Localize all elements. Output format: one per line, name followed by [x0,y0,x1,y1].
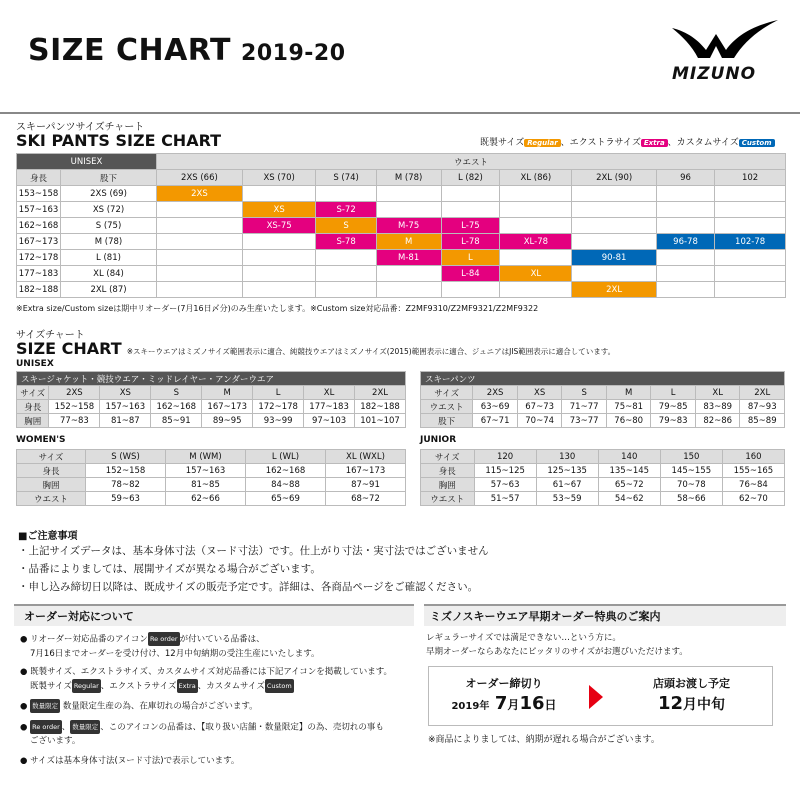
empty-cell [157,266,243,282]
early-order-box [428,666,773,726]
column-header: 150 [660,450,722,464]
early-order-section [424,604,786,794]
column-header: 2XS [473,386,518,400]
column-header: 2XL [740,386,785,400]
notes-list [18,542,489,596]
column-header: M [202,386,253,400]
table-cell: 75~81 [606,400,651,414]
size-cell: L [441,250,500,266]
table-cell: 182~188 [355,400,406,414]
regular-icon: Regular [524,139,560,147]
jacket-title: スキージャケット・競技ウエア・ミッドレイヤー・アンダーウエア [17,372,406,386]
table-row [17,266,786,282]
empty-cell [242,250,316,266]
empty-cell [656,202,714,218]
ski-pants-table [16,153,786,298]
empty-cell [500,282,572,298]
column-header: XS [100,386,151,400]
table-cell: 79~83 [651,414,696,428]
womens-table [16,449,406,506]
table-cell: 157~163 [100,400,151,414]
early-order-title: ミズノスキーウエア早期オーダー特典のご案内 [424,606,786,626]
size-cell: S-78 [316,234,376,250]
table-cell: 152~158 [86,464,166,478]
table-cell: 76~84 [722,478,784,492]
ship-label: 店頭お渡し予定 [653,677,730,690]
waist-col-header: XL (86) [500,170,572,186]
table-cell: 85~89 [740,414,785,428]
table-row [17,282,786,298]
table-cell: 172~178 [253,400,304,414]
table-row [17,400,406,414]
table-cell: 62~70 [722,492,784,506]
table-cell: 97~103 [304,414,355,428]
table-row [421,492,785,506]
empty-cell [316,266,376,282]
notes-title: ■ご注意事項 [18,531,78,542]
table-cell: ウエスト [421,400,473,414]
inseam-header: 股下 [61,170,157,186]
height-cell: 182~188 [17,282,61,298]
table-cell: 身長 [421,464,475,478]
empty-cell [572,234,656,250]
empty-cell [572,218,656,234]
table-cell: 71~77 [562,400,607,414]
inseam-cell: M (78) [61,234,157,250]
order-bullet-reorder: ● リオーダー対応品番のアイコン Re order が付いている品番は、 [20,632,408,647]
empty-cell [572,266,656,282]
empty-cell [500,202,572,218]
table-cell: 57~63 [474,478,536,492]
note-line: ・品番によりましては、展開サイズが異なる場合がございます。 [18,563,321,575]
height-cell: 167~173 [17,234,61,250]
table-cell: 73~77 [562,414,607,428]
early-line-1: レギュラーサイズでは満足できない…という方に。 [426,633,621,643]
height-cell: 172~178 [17,250,61,266]
table-cell: ウエスト [17,492,86,506]
inseam-cell: XL (84) [61,266,157,282]
height-header: 身長 [17,170,61,186]
empty-cell [376,282,441,298]
custom-icon: Custom [265,679,294,693]
ski-pants-title: SKI PANTS SIZE CHART [16,131,222,150]
limited-icon: 数量限定 [70,720,100,734]
empty-cell [656,250,714,266]
table-cell: 135~145 [598,464,660,478]
column-header: S [151,386,202,400]
empty-cell [656,218,714,234]
table-cell: 59~63 [86,492,166,506]
empty-cell [500,218,572,234]
deadline-label: オーダー締切り [465,677,543,690]
table-cell: 157~163 [166,464,246,478]
empty-cell [500,250,572,266]
table-cell: 胸囲 [421,478,475,492]
size-cell: 90-81 [572,250,656,266]
table-cell: 54~62 [598,492,660,506]
column-header: L (WL) [245,450,325,464]
empty-cell [316,250,376,266]
order-title: オーダー対応について [14,606,414,626]
table-cell: 63~69 [473,400,518,414]
table-cell: 87~91 [325,478,405,492]
table-row [17,234,786,250]
arrow-right-icon [589,685,603,709]
jacket-table [16,371,406,428]
pants-title: スキーパンツ [421,372,785,386]
junior-table [420,449,785,506]
empty-cell [715,202,786,218]
table-cell: 65~72 [598,478,660,492]
ski-pants-footnote: ※Extra size/Custom sizeは期中リオーダー(7月16日〆分)のみ生産いたします。※Custom size対応品番：Z2MF9310/Z2MF9321/Z2MF9322 [16,304,539,313]
empty-cell [441,202,500,218]
column-header: S (WS) [86,450,166,464]
table-cell: 82~86 [695,414,740,428]
table-header-row [421,450,785,464]
table-cell: 83~89 [695,400,740,414]
reorder-icon: Re order [30,720,62,734]
table-row [17,464,406,478]
table-cell: 81~87 [100,414,151,428]
empty-cell [656,266,714,282]
table-row [421,414,785,428]
table-cell: 115~125 [474,464,536,478]
table-cell: 93~99 [253,414,304,428]
unisex-label: UNISEX [16,359,54,369]
height-cell: 157~163 [17,202,61,218]
column-header: 2XS [49,386,100,400]
table-cell: 67~71 [473,414,518,428]
table-cell: 51~57 [474,492,536,506]
empty-cell [441,186,500,202]
waist-col-header: L (82) [441,170,500,186]
size-cell: 2XS [157,186,243,202]
womens-label: WOMEN'S [16,435,66,445]
waist-col-header: 2XL (90) [572,170,656,186]
note-line: ・申し込み締切日以降は、既成サイズの販売予定です。詳細は、各商品ページをご確認ください。 [18,581,479,593]
inseam-cell: XS (72) [61,202,157,218]
column-header: M [606,386,651,400]
empty-cell [157,218,243,234]
table-cell: 股下 [421,414,473,428]
table-row [17,202,786,218]
empty-cell [715,282,786,298]
column-header: M (WM) [166,450,246,464]
table-cell: 70~78 [660,478,722,492]
table-cell: 152~158 [49,400,100,414]
mizuno-logo: MIZUNO [668,18,780,88]
table-row [17,250,786,266]
table-cell: 胸囲 [17,478,86,492]
empty-cell [376,266,441,282]
size-cell: XS [242,202,316,218]
empty-cell [157,202,243,218]
order-bullet-reorder-detail: 7月16日までオーダーを受け付け、12月中旬納期の受注生産にいたします。 [30,648,320,659]
waist-col-header: XS (70) [242,170,316,186]
column-header: L [253,386,304,400]
table-cell: 101~107 [355,414,406,428]
table-cell: 89~95 [202,414,253,428]
extra-icon: Extra [641,139,668,147]
order-section [14,604,414,794]
column-header: サイズ [17,450,86,464]
empty-cell [376,202,441,218]
empty-cell [242,282,316,298]
size-cell: L-75 [441,218,500,234]
table-cell: 身長 [17,464,86,478]
table-row [17,218,786,234]
limited-icon: 数量限定 [30,699,60,713]
column-header: 140 [598,450,660,464]
table-row [17,478,406,492]
waist-col-header: M (78) [376,170,441,186]
deadline-date: 2019年 7月16日 [451,693,557,714]
ski-pants-jp-title: スキーパンツサイズチャート [16,122,145,133]
reorder-icon: Re order [148,632,180,646]
table-cell: 70~74 [517,414,562,428]
column-header: XS [517,386,562,400]
table-cell: 145~155 [660,464,722,478]
column-header: 130 [536,450,598,464]
waist-header: ウエスト [157,154,786,170]
empty-cell [157,234,243,250]
table-cell: 87~93 [740,400,785,414]
size-cell: XL-78 [500,234,572,250]
table-cell: 167~173 [202,400,253,414]
column-header: S [562,386,607,400]
table-cell: 81~85 [166,478,246,492]
table-cell: 67~73 [517,400,562,414]
size-legend: 既製サイズ Regular 、エクストラサイズ Extra 、カスタムサイズ Custom [480,135,775,148]
table-cell: 125~135 [536,464,598,478]
table-row [421,464,785,478]
size-chart-note: ※スキーウエアはミズノサイズ範囲表示に適合、純競技ウエアはミズノサイズ(2015)範囲表示に適合、ジュニアはJIS範囲表示に適合しています。 [126,347,616,356]
inseam-cell: L (81) [61,250,157,266]
custom-icon: Custom [739,139,775,147]
table-cell: 85~91 [151,414,202,428]
table-cell: 53~59 [536,492,598,506]
size-cell: L-84 [441,266,500,282]
empty-cell [572,186,656,202]
empty-cell [500,186,572,202]
column-header: サイズ [421,386,473,400]
season-year: 2019-20 [241,41,346,66]
waist-col-header: 102 [715,170,786,186]
size-cell: XL [500,266,572,282]
height-cell: 177~183 [17,266,61,282]
height-cell: 162~168 [17,218,61,234]
table-cell: 162~168 [151,400,202,414]
empty-cell [242,234,316,250]
size-cell: M-75 [376,218,441,234]
size-cell: S-72 [316,202,376,218]
column-header: 160 [722,450,784,464]
table-cell: 62~66 [166,492,246,506]
size-cell: 102-78 [715,234,786,250]
table-cell: 78~82 [86,478,166,492]
empty-cell [715,250,786,266]
size-cell: 2XL [572,282,656,298]
height-cell: 153~158 [17,186,61,202]
size-cell: XS-75 [242,218,316,234]
empty-cell [656,282,714,298]
table-cell: 58~66 [660,492,722,506]
empty-cell [376,186,441,202]
unisex-corner: UNISEX [17,154,157,170]
table-cell: 162~168 [245,464,325,478]
size-chart-jp-title: サイズチャート [16,330,85,341]
table-cell: 155~165 [722,464,784,478]
empty-cell [715,266,786,282]
table-header-row [17,450,406,464]
table-cell: 167~173 [325,464,405,478]
size-cell: L-78 [441,234,500,250]
order-bullet-icons: ● 既製サイズ、エクストラサイズ、カスタムサイズ対応品番には下記アイコンを掲載しています。 [20,666,393,677]
empty-cell [316,186,376,202]
table-cell: 65~69 [245,492,325,506]
column-header: XL (WXL) [325,450,405,464]
empty-cell [572,202,656,218]
table-cell: 76~80 [606,414,651,428]
pants-table [420,371,785,428]
size-cell: 96-78 [656,234,714,250]
inseam-cell: S (75) [61,218,157,234]
empty-cell [157,250,243,266]
empty-cell [316,282,376,298]
order-bullet-store-limited: ● Re order 、 数量限定 、このアイコンの品番は、【取り扱い店舗・数量限定】の為、売切れの事も [20,720,408,735]
table-row [421,400,785,414]
waist-col-header: 96 [656,170,714,186]
table-cell: 61~67 [536,478,598,492]
size-cell: S [316,218,376,234]
column-header: XL [304,386,355,400]
table-cell: 79~85 [651,400,696,414]
table-cell: 身長 [17,400,49,414]
table-row [17,414,406,428]
table-cell: 177~183 [304,400,355,414]
table-cell: 84~88 [245,478,325,492]
column-header: 120 [474,450,536,464]
table-header-row [421,386,785,400]
size-cell: M [376,234,441,250]
empty-cell [656,186,714,202]
waist-col-header: S (74) [316,170,376,186]
ship-date: 12月中旬 [657,693,726,714]
table-header-row [17,386,406,400]
order-icon-legend: 既製サイズ Regular 、エクストラサイズ Extra 、カスタムサイズ Custom [20,679,408,694]
page-title: SIZE CHART 2019-20 [28,33,346,68]
early-line-2: 早期オーダーならあなたにピッタリのサイズがお選びいただけます。 [426,647,688,657]
empty-cell [441,282,500,298]
column-header: サイズ [421,450,475,464]
size-cell: M-81 [376,250,441,266]
empty-cell [242,186,316,202]
empty-cell [715,218,786,234]
inseam-cell: 2XS (69) [61,186,157,202]
header-divider [0,112,800,114]
waist-col-header: 2XS (66) [157,170,243,186]
column-header: サイズ [17,386,49,400]
empty-cell [242,266,316,282]
table-row [17,186,786,202]
column-header: 2XL [355,386,406,400]
table-cell: 胸囲 [17,414,49,428]
table-cell: ウエスト [421,492,475,506]
empty-cell [715,186,786,202]
table-row [17,492,406,506]
column-header: L [651,386,696,400]
junior-label: JUNIOR [420,435,457,445]
order-bullet-nude: ● サイズは基本身体寸法(ヌード寸法)で表示しています。 [20,756,240,766]
column-header: XL [695,386,740,400]
empty-cell [157,282,243,298]
early-order-note: ※商品によりましては、納期が遅れる場合がございます。 [428,735,660,745]
order-bullet-store-limited-detail: ございます。 [30,736,81,746]
extra-icon: Extra [177,679,198,693]
table-cell: 77~83 [49,414,100,428]
inseam-cell: 2XL (87) [61,282,157,298]
table-row [421,478,785,492]
table-cell: 68~72 [325,492,405,506]
size-chart-heading: SIZE CHART ※スキーウエアはミズノサイズ範囲表示に適合、純競技ウエアはミズノサイズ(2015)範囲表示に適合、ジュニアはJIS範囲表示に適合しています。 [16,339,616,358]
order-bullet-limited: ● 数量限定 数量限定生産の為、在庫切れの場合がございます。 [20,699,408,714]
regular-icon: Regular [72,679,101,693]
note-line: ・上記サイズデータは、基本身体寸法（ヌード寸法）です。仕上がり寸法・実寸法ではございません [18,545,489,557]
